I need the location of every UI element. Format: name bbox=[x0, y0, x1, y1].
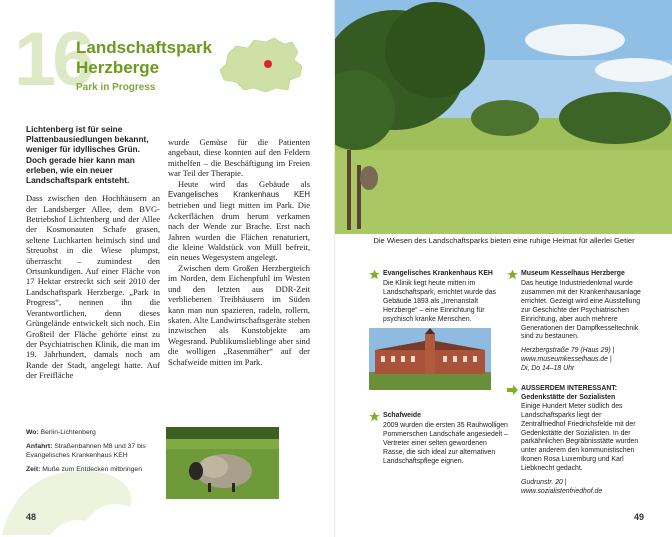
photo-caption: Die Wiesen des Landschaftsparks bieten eine ruhige Heimat für allerlei Getier bbox=[373, 236, 635, 245]
tip-hospital bbox=[369, 270, 509, 325]
tip-address: Herzbergstraße 79 (Haus 29) | bbox=[521, 347, 615, 355]
info-location: Wo: Berlin-Lichtenberg bbox=[26, 429, 96, 436]
star-icon bbox=[369, 269, 380, 280]
page-number: 49 bbox=[633, 512, 644, 522]
text-column-right bbox=[168, 137, 310, 367]
right-page bbox=[334, 0, 672, 537]
tip-sheep-meadow bbox=[369, 412, 509, 467]
star-icon bbox=[369, 411, 380, 422]
info-time: Zeit: Muße zum Entdecken mitbringen bbox=[26, 466, 142, 473]
tip-title: Schafweide bbox=[383, 412, 421, 419]
meadow-photo bbox=[335, 0, 672, 234]
tip-extra bbox=[507, 385, 647, 497]
tip-title: Evangelisches Krankenhaus KEH bbox=[383, 270, 493, 277]
berlin-map-icon bbox=[214, 34, 308, 96]
page-subtitle: Park in Progress bbox=[76, 82, 156, 93]
body-paragraph: Zwischen dem Großen Herzbergteich im Norden, dem Eichenpfuhl im Westen und den letzten aus DDR-Zeit verbliebenen Treibhäusern im Süden kann man nun spazieren, radeln, rollern, skaten. Alte Landwirtschaftsgeräte stehen inzwischen als Kunstobjekte am Wegesrand. Publikumslieblinge aber sind die wolligen „Rasenmäher“ auf der Schafweide mitten im Park. bbox=[168, 262, 310, 367]
body-paragraph: wurde Gemüse für die Patienten angebaut, diese konnten auf den Feldern mithelfen – die Beschäftigung im Freien war Teil der Therapie. bbox=[168, 137, 310, 179]
tip-text: Einige Hundert Meter südlich des Landschaftsparks liegt der Zentralfriedhof Friedrichsfelde mit der Gedenkstätte der Sozialisten. In der parkähnlichen Begräbnisstätte wurden unter anderem den kommunistischen Ikonen Rosa Luxemburg und Karl Liebknecht gedacht. bbox=[521, 402, 639, 473]
page-title: Landschaftspark Herzberge bbox=[76, 38, 213, 77]
body-paragraph: Heute wird das Gebäude als Evangelisches Krankenhaus KEH betrieben und liegt mitten im Park. Die Ackerflächen drum herum verkamen nach der Wende zur Brache. Erst nach Jahren wurden die Flächen renaturiert, die kleine Waldstück von Müll befreit, ein neues Wegesystem angelegt. bbox=[168, 178, 310, 263]
arrow-icon bbox=[507, 385, 518, 395]
lead-paragraph: Lichtenberg ist für seine Plattenbausiedlungen bekannt, weniger für idyllisches Grün. Doch gerade hier kann man erleben, wie ein neuer Landschaftspark entsteht. bbox=[26, 124, 149, 186]
map-pin-icon bbox=[264, 60, 272, 68]
info-directions: Anfahrt: Straßenbahnen M8 und 37 bis Evangelisches Krankenhaus KEH bbox=[26, 443, 146, 459]
body-paragraph: Dass zwischen den Hochhäusern an der Landsberger Allee, dem BVG-Betriebshof Lichtenberg und der Allee der Kosmonauten Schafe grasen, seltene Luchkarten heimisch sind und Streuobst in die Wiese plumpst, überrascht – zumindest den Ortsunkundigen. Auf einer Fläche von 17 Hektar erstreckt sich seit 2010 der Landschaftspark Herzberge. „Park in Progress“, nennen ihn die Verantwortlichen, denn dieses Grüngelände entwickelt sich noch. Ein Großteil der Fläche gehörte einst zu der Psychiatrischen Klinik, die man im 19. Jahrhundert, damals noch am Rande der Stadt, angelegt hatte. Auf der Freifläche bbox=[26, 193, 160, 381]
sheep-photo bbox=[166, 427, 279, 499]
text-column-left bbox=[26, 124, 160, 381]
left-page bbox=[0, 0, 334, 537]
star-icon bbox=[507, 269, 518, 280]
tip-museum bbox=[507, 270, 647, 374]
tip-title: AUSSERDEM INTERESSANT: bbox=[521, 385, 618, 392]
tip-hours: Di, Do 14–18 Uhr bbox=[521, 365, 575, 373]
tip-text: Das heutige Industriedenkmal wurde zusammen mit der Krankenhausanlage errichtet. Gezeigt wird eine Ausstellung zur Geschichte der Psychiatrischen Einrichtung, aber auch mehrere Generationen der Dampfkesseltechnik sind zu bestaunen. bbox=[521, 280, 641, 341]
page-number: 48 bbox=[26, 512, 37, 522]
tip-website: www.sozialistenfriedhof.de bbox=[521, 487, 603, 495]
info-box bbox=[26, 428, 156, 479]
tip-address: Gudrunstr. 20 | bbox=[521, 479, 567, 487]
tip-text: 2009 wurden die ersten 35 Rauhwolligen Pommerschen Landschafe angesiedelt – Vertreter einer selten gewordenen Rasse, die sich ideal zur alternativen Landschaftspflege eignen. bbox=[383, 422, 508, 465]
tip-title: Museum Kesselhaus Herzberge bbox=[521, 270, 625, 277]
tip-text: Die Klinik liegt heute mitten im Landschaftspark, errichtet wurde das Gebäude 1893 als „Irrenanstalt Herzberge“ – eine Einrichtung für psychisch kranke Menschen. bbox=[383, 280, 496, 323]
hospital-photo bbox=[369, 328, 491, 390]
chapter-number: 16 bbox=[14, 17, 91, 102]
tip-subtitle: Gedenkstätte der Sozialisten bbox=[521, 393, 616, 401]
tip-website: www.museumkesselhaus.de | bbox=[521, 356, 612, 364]
